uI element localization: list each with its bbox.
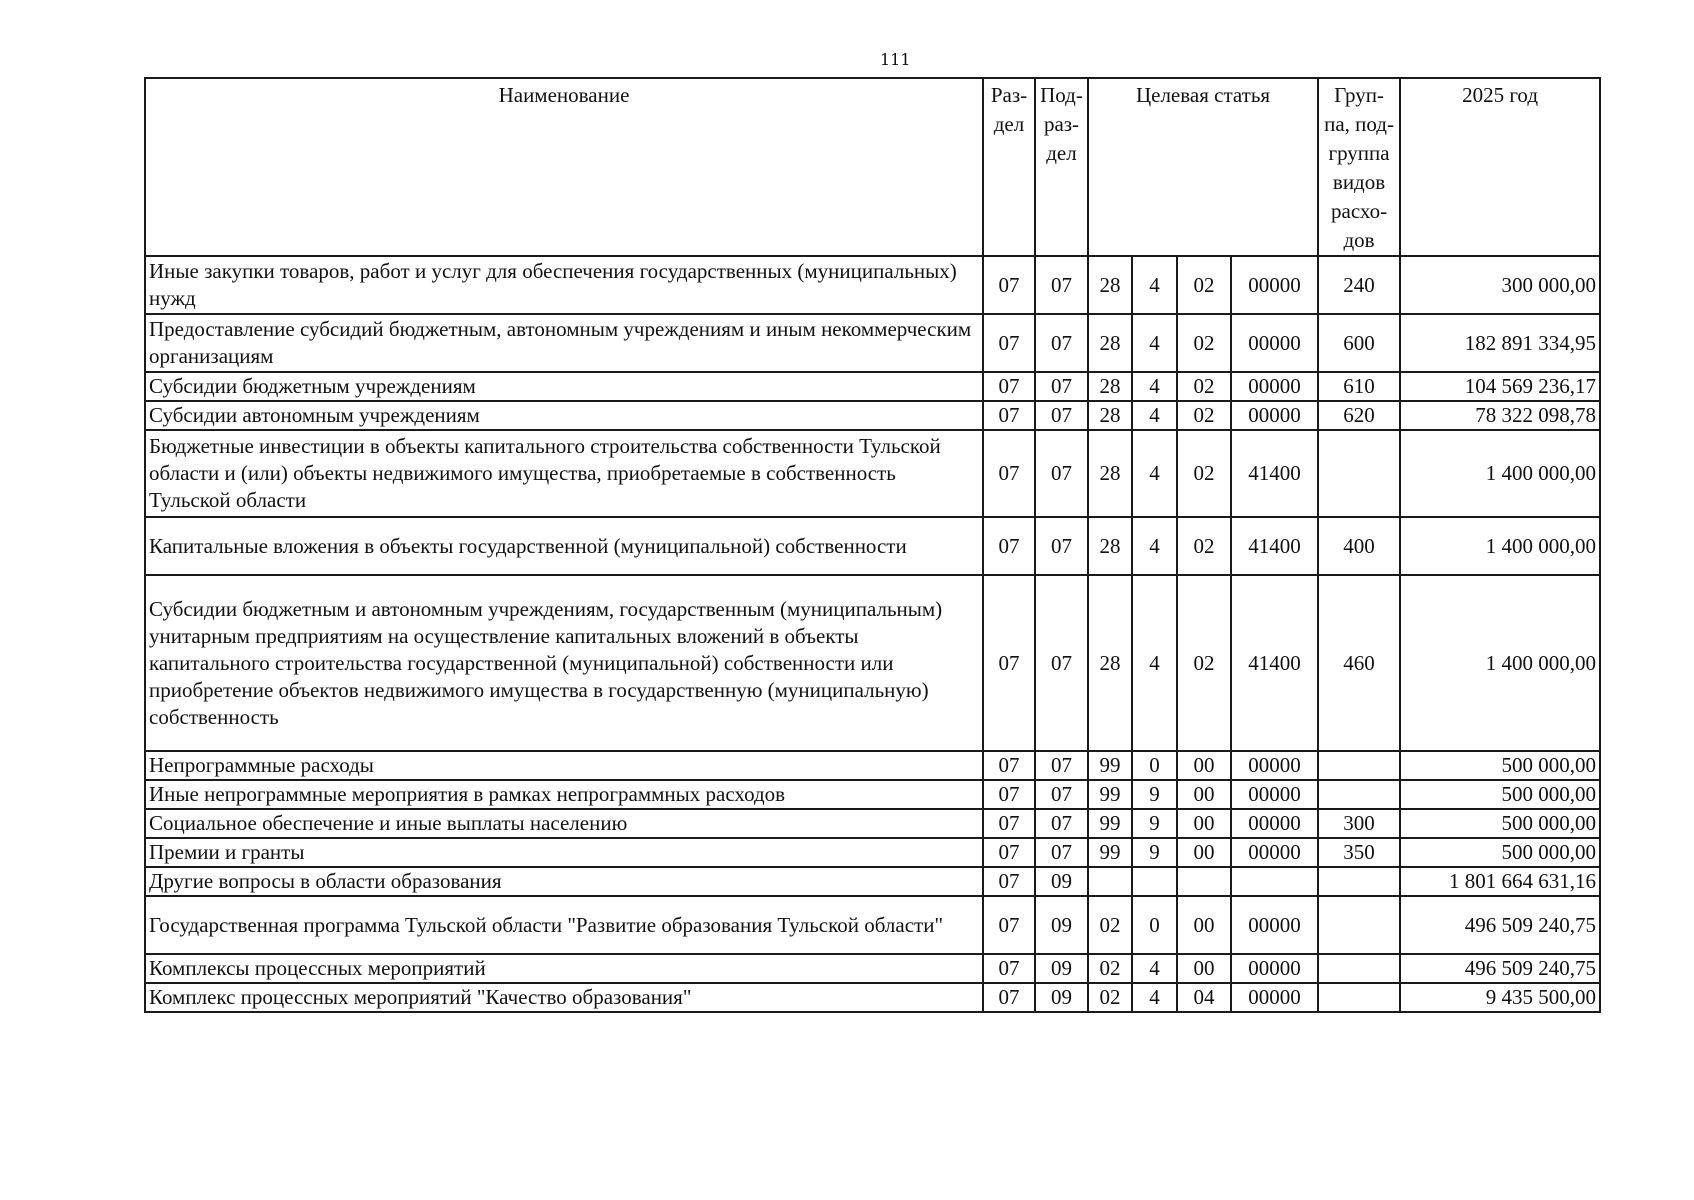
row-target-subprogram: 4 bbox=[1132, 517, 1177, 575]
row-target-subprogram: 0 bbox=[1132, 751, 1177, 780]
row-razdel: 07 bbox=[983, 896, 1035, 954]
header-expense-group: Груп- па, под- группа видов расхо- дов bbox=[1318, 78, 1400, 256]
row-target-subprogram: 0 bbox=[1132, 896, 1177, 954]
row-target-measure: 02 bbox=[1177, 430, 1231, 517]
row-amount: 1 400 000,00 bbox=[1400, 430, 1600, 517]
row-name: Субсидии автономным учреждениям bbox=[145, 401, 983, 430]
row-target-program: 99 bbox=[1088, 751, 1132, 780]
row-name: Комплекс процессных мероприятий "Качество образования" bbox=[145, 983, 983, 1012]
row-target-program: 28 bbox=[1088, 575, 1132, 751]
page-number: 111 bbox=[880, 50, 911, 69]
row-target-program: 28 bbox=[1088, 517, 1132, 575]
row-razdel: 07 bbox=[983, 751, 1035, 780]
row-razdel: 07 bbox=[983, 983, 1035, 1012]
row-razdel: 07 bbox=[983, 780, 1035, 809]
row-name: Субсидии бюджетным и автономным учреждениям, государственным (муниципальным) унитарным предприятиям на осуществление капитальных вложений в объекты капитального строительства государственной (муниципальной) собственности или приобретение объектов недвижимого имущества в государственную (муниципальную) собственность bbox=[145, 575, 983, 751]
row-amount: 500 000,00 bbox=[1400, 838, 1600, 867]
row-target-measure: 04 bbox=[1177, 983, 1231, 1012]
row-razdel: 07 bbox=[983, 838, 1035, 867]
row-target-program: 99 bbox=[1088, 780, 1132, 809]
row-target-direction: 00000 bbox=[1231, 751, 1318, 780]
row-name: Иные непрограммные мероприятия в рамках непрограммных расходов bbox=[145, 780, 983, 809]
row-target-measure: 00 bbox=[1177, 838, 1231, 867]
table-row bbox=[145, 954, 1600, 983]
row-target-subprogram: 4 bbox=[1132, 983, 1177, 1012]
row-target-subprogram: 4 bbox=[1132, 430, 1177, 517]
header-razdel: Раз- дел bbox=[983, 78, 1035, 256]
row-amount: 496 509 240,75 bbox=[1400, 954, 1600, 983]
row-expense-group: 460 bbox=[1318, 575, 1400, 751]
row-target-subprogram: 9 bbox=[1132, 780, 1177, 809]
row-podrazdel: 07 bbox=[1035, 372, 1088, 401]
table-row bbox=[145, 867, 1600, 896]
table-header bbox=[145, 78, 1600, 256]
row-target-direction bbox=[1231, 867, 1318, 896]
row-podrazdel: 07 bbox=[1035, 401, 1088, 430]
row-expense-group: 350 bbox=[1318, 838, 1400, 867]
row-target-direction: 41400 bbox=[1231, 575, 1318, 751]
row-expense-group: 400 bbox=[1318, 517, 1400, 575]
row-razdel: 07 bbox=[983, 575, 1035, 751]
row-expense-group bbox=[1318, 780, 1400, 809]
row-podrazdel: 07 bbox=[1035, 517, 1088, 575]
table-row bbox=[145, 751, 1600, 780]
row-expense-group bbox=[1318, 896, 1400, 954]
row-podrazdel: 07 bbox=[1035, 314, 1088, 372]
row-target-direction: 00000 bbox=[1231, 983, 1318, 1012]
row-razdel: 07 bbox=[983, 430, 1035, 517]
row-target-measure: 02 bbox=[1177, 314, 1231, 372]
row-target-measure: 00 bbox=[1177, 809, 1231, 838]
header-podrazdel: Под- раз- дел bbox=[1035, 78, 1088, 256]
row-target-subprogram: 4 bbox=[1132, 954, 1177, 983]
row-target-direction: 41400 bbox=[1231, 430, 1318, 517]
row-amount: 500 000,00 bbox=[1400, 780, 1600, 809]
row-razdel: 07 bbox=[983, 517, 1035, 575]
row-expense-group: 600 bbox=[1318, 314, 1400, 372]
row-expense-group: 240 bbox=[1318, 256, 1400, 314]
row-podrazdel: 07 bbox=[1035, 751, 1088, 780]
row-amount: 500 000,00 bbox=[1400, 751, 1600, 780]
row-amount: 1 400 000,00 bbox=[1400, 575, 1600, 751]
table-row bbox=[145, 517, 1600, 575]
row-target-program: 02 bbox=[1088, 983, 1132, 1012]
table-row bbox=[145, 896, 1600, 954]
table-row bbox=[145, 838, 1600, 867]
row-target-direction: 00000 bbox=[1231, 809, 1318, 838]
row-name: Бюджетные инвестиции в объекты капитального строительства собственности Тульской области и (или) объекты недвижимого имущества, приобретаемые в собственность Тульской области bbox=[145, 430, 983, 517]
table-body bbox=[145, 256, 1600, 1012]
table-row bbox=[145, 780, 1600, 809]
row-expense-group bbox=[1318, 430, 1400, 517]
row-expense-group bbox=[1318, 954, 1400, 983]
row-target-program: 28 bbox=[1088, 256, 1132, 314]
header-target-article: Целевая статья bbox=[1088, 78, 1318, 256]
table-row bbox=[145, 372, 1600, 401]
row-amount: 78 322 098,78 bbox=[1400, 401, 1600, 430]
row-target-subprogram: 9 bbox=[1132, 809, 1177, 838]
table-row bbox=[145, 401, 1600, 430]
row-amount: 496 509 240,75 bbox=[1400, 896, 1600, 954]
row-podrazdel: 09 bbox=[1035, 896, 1088, 954]
row-target-subprogram: 4 bbox=[1132, 401, 1177, 430]
row-target-direction: 41400 bbox=[1231, 517, 1318, 575]
row-target-program: 28 bbox=[1088, 430, 1132, 517]
table-row bbox=[145, 983, 1600, 1012]
row-target-direction: 00000 bbox=[1231, 401, 1318, 430]
row-podrazdel: 07 bbox=[1035, 838, 1088, 867]
row-expense-group bbox=[1318, 983, 1400, 1012]
row-target-program: 02 bbox=[1088, 896, 1132, 954]
row-podrazdel: 07 bbox=[1035, 809, 1088, 838]
row-target-subprogram: 9 bbox=[1132, 838, 1177, 867]
table-row bbox=[145, 809, 1600, 838]
row-target-subprogram bbox=[1132, 867, 1177, 896]
row-target-measure: 00 bbox=[1177, 780, 1231, 809]
row-target-measure: 02 bbox=[1177, 372, 1231, 401]
row-target-program: 02 bbox=[1088, 954, 1132, 983]
row-podrazdel: 07 bbox=[1035, 430, 1088, 517]
row-target-measure: 02 bbox=[1177, 256, 1231, 314]
row-name: Иные закупки товаров, работ и услуг для обеспечения государственных (муниципальных) нужд bbox=[145, 256, 983, 314]
row-name: Непрограммные расходы bbox=[145, 751, 983, 780]
row-target-subprogram: 4 bbox=[1132, 372, 1177, 401]
row-podrazdel: 09 bbox=[1035, 983, 1088, 1012]
row-amount: 1 801 664 631,16 bbox=[1400, 867, 1600, 896]
row-amount: 300 000,00 bbox=[1400, 256, 1600, 314]
row-name: Капитальные вложения в объекты государственной (муниципальной) собственности bbox=[145, 517, 983, 575]
row-name: Комплексы процессных мероприятий bbox=[145, 954, 983, 983]
row-target-program: 28 bbox=[1088, 314, 1132, 372]
row-target-direction: 00000 bbox=[1231, 896, 1318, 954]
row-expense-group: 610 bbox=[1318, 372, 1400, 401]
row-amount: 9 435 500,00 bbox=[1400, 983, 1600, 1012]
row-target-subprogram: 4 bbox=[1132, 256, 1177, 314]
row-expense-group bbox=[1318, 867, 1400, 896]
row-expense-group bbox=[1318, 751, 1400, 780]
row-name: Государственная программа Тульской области "Развитие образования Тульской области" bbox=[145, 896, 983, 954]
row-podrazdel: 09 bbox=[1035, 867, 1088, 896]
row-podrazdel: 07 bbox=[1035, 256, 1088, 314]
row-target-measure: 00 bbox=[1177, 751, 1231, 780]
row-podrazdel: 07 bbox=[1035, 575, 1088, 751]
row-razdel: 07 bbox=[983, 314, 1035, 372]
row-target-direction: 00000 bbox=[1231, 256, 1318, 314]
row-target-measure: 02 bbox=[1177, 517, 1231, 575]
row-podrazdel: 07 bbox=[1035, 780, 1088, 809]
row-target-direction: 00000 bbox=[1231, 780, 1318, 809]
table-row bbox=[145, 314, 1600, 372]
table-row bbox=[145, 430, 1600, 517]
table-row bbox=[145, 575, 1600, 751]
row-target-measure: 02 bbox=[1177, 575, 1231, 751]
header-year: 2025 год bbox=[1400, 78, 1600, 256]
row-razdel: 07 bbox=[983, 401, 1035, 430]
row-target-measure: 00 bbox=[1177, 954, 1231, 983]
row-target-measure: 00 bbox=[1177, 896, 1231, 954]
row-target-program: 99 bbox=[1088, 838, 1132, 867]
row-amount: 500 000,00 bbox=[1400, 809, 1600, 838]
row-target-subprogram: 4 bbox=[1132, 314, 1177, 372]
row-target-program: 99 bbox=[1088, 809, 1132, 838]
row-target-measure bbox=[1177, 867, 1231, 896]
row-razdel: 07 bbox=[983, 954, 1035, 983]
row-podrazdel: 09 bbox=[1035, 954, 1088, 983]
header-row bbox=[145, 78, 1600, 256]
row-razdel: 07 bbox=[983, 867, 1035, 896]
row-target-subprogram: 4 bbox=[1132, 575, 1177, 751]
header-name: Наименование bbox=[145, 78, 983, 256]
row-target-direction: 00000 bbox=[1231, 838, 1318, 867]
row-amount: 104 569 236,17 bbox=[1400, 372, 1600, 401]
row-target-measure: 02 bbox=[1177, 401, 1231, 430]
row-razdel: 07 bbox=[983, 372, 1035, 401]
table-row bbox=[145, 256, 1600, 314]
row-expense-group: 300 bbox=[1318, 809, 1400, 838]
row-target-direction: 00000 bbox=[1231, 314, 1318, 372]
row-target-direction: 00000 bbox=[1231, 954, 1318, 983]
row-name: Другие вопросы в области образования bbox=[145, 867, 983, 896]
row-name: Социальное обеспечение и иные выплаты населению bbox=[145, 809, 983, 838]
row-razdel: 07 bbox=[983, 256, 1035, 314]
row-target-program: 28 bbox=[1088, 372, 1132, 401]
row-name: Предоставление субсидий бюджетным, автономным учреждениям и иным некоммерческим организациям bbox=[145, 314, 983, 372]
row-amount: 1 400 000,00 bbox=[1400, 517, 1600, 575]
row-expense-group: 620 bbox=[1318, 401, 1400, 430]
row-name: Премии и гранты bbox=[145, 838, 983, 867]
row-razdel: 07 bbox=[983, 809, 1035, 838]
row-target-direction: 00000 bbox=[1231, 372, 1318, 401]
row-target-program bbox=[1088, 867, 1132, 896]
row-target-program: 28 bbox=[1088, 401, 1132, 430]
budget-table bbox=[144, 77, 1601, 1013]
row-name: Субсидии бюджетным учреждениям bbox=[145, 372, 983, 401]
row-amount: 182 891 334,95 bbox=[1400, 314, 1600, 372]
